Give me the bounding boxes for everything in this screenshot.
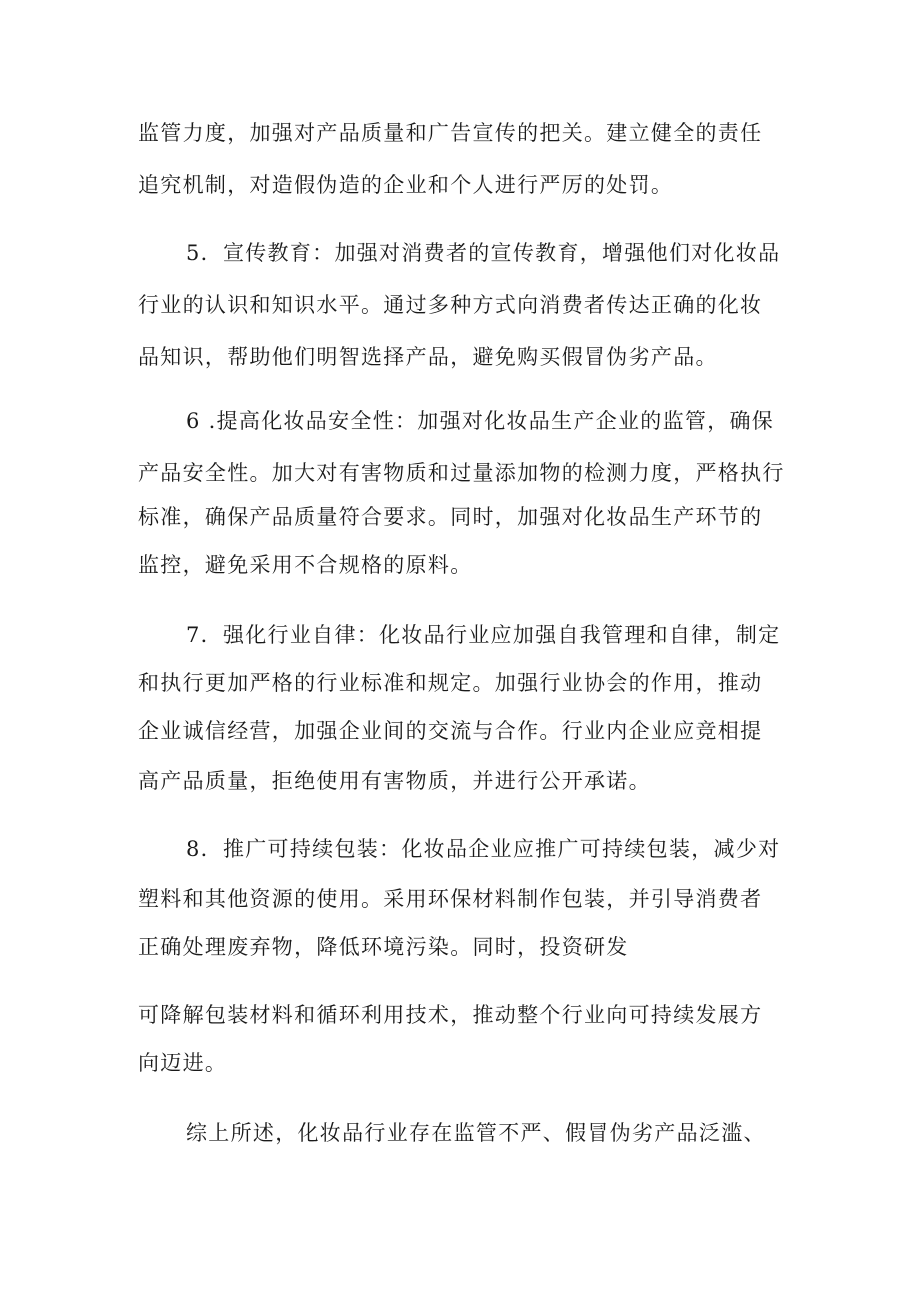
text-line: 塑料和其他资源的使用。采用环保材料制作包装，并引导消费者: [138, 887, 763, 911]
text-line: 标准，确保产品质量符合要求。同时，加强对化妆品生产环节的: [138, 505, 763, 529]
text-line: 正确处理废弃物，降低环境污染。同时，投资研发: [138, 935, 629, 959]
text-line: 6 .提高化妆品安全性：加强对化妆品生产企业的监管，确保: [186, 409, 775, 433]
text-line: 企业诚信经营，加强企业间的交流与合作。行业内企业应竞相提: [138, 719, 763, 743]
text-line: 产品安全性。加大对有害物质和过量添加物的检测力度，严格执行: [138, 461, 785, 485]
text-line: 高产品质量，拒绝使用有害物质，并进行公开承诺。: [138, 769, 651, 793]
text-line: 监控，避免采用不合规格的原料。: [138, 553, 473, 577]
text-line: 向迈进。: [138, 1051, 228, 1075]
text-line: 和执行更加严格的行业标准和规定。加强行业协会的作用，推动: [138, 671, 763, 695]
text-line: 7．强化行业自律：化妆品行业应加强自我管理和自律，制定: [186, 623, 781, 647]
text-line: 综上所述，化妆品行业存在监管不严、假冒伪劣产品泛滥、: [186, 1121, 766, 1145]
text-line: 行业的认识和知识水平。通过多种方式向消费者传达正确的化妆: [138, 293, 763, 317]
text-line: 监管力度，加强对产品质量和广告宣传的把关。建立健全的责任: [138, 121, 763, 145]
text-line: 品知识，帮助他们明智选择产品，避免购买假冒伪劣产品。: [138, 345, 718, 369]
text-line: 可降解包装材料和循环利用技术，推动整个行业向可持续发展方: [138, 1003, 763, 1027]
text-line: 追究机制，对造假伪造的企业和个人进行严厉的处罚。: [138, 173, 674, 197]
text-line: 8．推广可持续包装：化妆品企业应推广可持续包装，减少对: [186, 837, 781, 861]
text-line: 5．宣传教育：加强对消费者的宣传教育，增强他们对化妆品: [186, 241, 781, 265]
